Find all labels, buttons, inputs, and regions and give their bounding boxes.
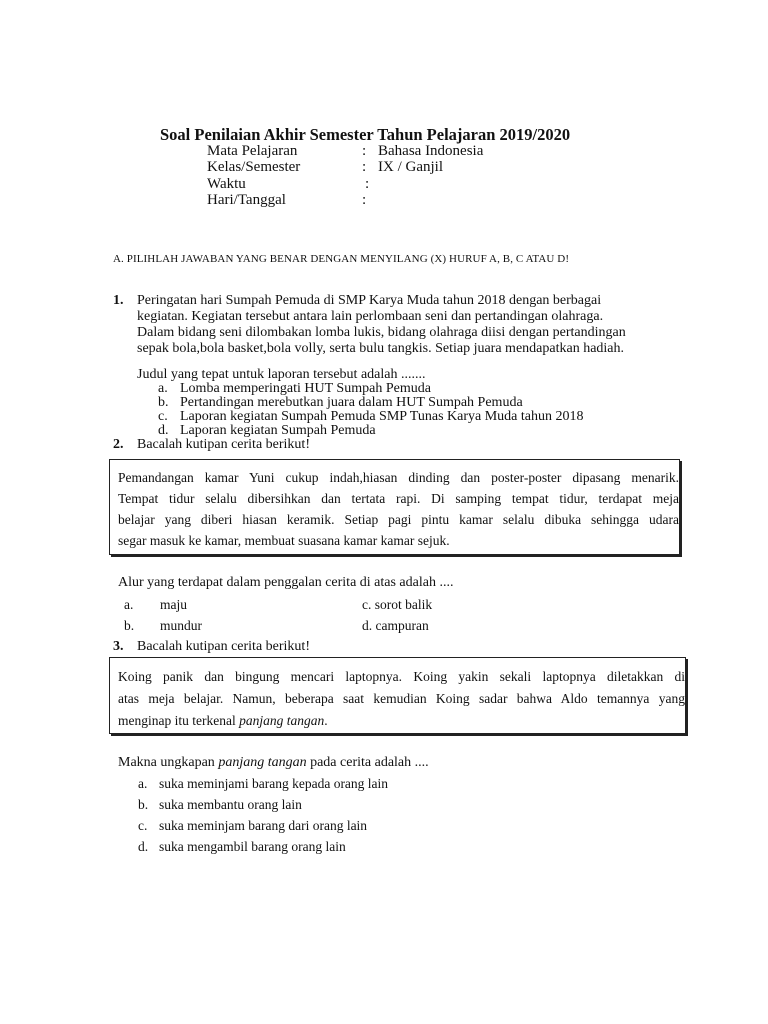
q1-option-a-text: Lomba memperingati HUT Sumpah Pemuda: [180, 381, 431, 396]
info-value-subject: Bahasa Indonesia: [378, 143, 484, 159]
q2-passage-line: Tempat tidur selalu dibersihkan dan tertata rapi. Di samping tempat tidur, terdapat meja: [118, 491, 679, 506]
q2-option-b-text: mundur: [160, 618, 202, 633]
q1-passage-line: sepak bola,bola basket,bola volly, serta bulu tangkis. Setiap juara mendapatkan hadiah.: [137, 341, 625, 356]
section-instruction: A. PILIHLAH JAWABAN YANG BENAR DENGAN MENYILANG (X) HURUF A, B, C ATAU D!: [113, 253, 570, 265]
q2-passage-line: belajar yang diberi hiasan keramik. Setiap pagi pintu kamar selalu dibuka sehingga udara: [118, 512, 679, 527]
q2-option-d-text[interactable]: d. campuran: [362, 618, 429, 633]
q2-option-a-text: maju: [160, 597, 187, 612]
q3-idiom-italic: panjang tangan: [239, 713, 325, 728]
q3-option-a-letter[interactable]: a.: [138, 776, 148, 791]
q2-question: Alur yang terdapat dalam penggalan cerita di atas adalah ....: [118, 575, 454, 590]
q3-option-c-letter[interactable]: c.: [138, 818, 148, 833]
q1-option-c-text: Laporan kegiatan Sumpah Pemuda SMP Tunas Karya Muda tahun 2018: [180, 409, 584, 424]
q3-passage-line: Koing panik dan bingung mencari laptopnya. Koing yakin sekali laptopnya diletakkan di: [118, 669, 685, 684]
q3-question: [118, 755, 429, 771]
q2-option-c-text[interactable]: c. sorot balik: [362, 597, 433, 612]
info-colon-date: :: [362, 192, 367, 208]
q3-option-d-text: suka mengambil barang orang lain: [159, 839, 346, 854]
q3-passage-period: .: [324, 713, 328, 728]
q3-prompt: Bacalah kutipan cerita berikut!: [137, 639, 310, 654]
q1-option-d-letter[interactable]: d.: [158, 423, 169, 438]
q3-question-prefix: Makna ungkapan: [118, 755, 219, 770]
q1-question: Judul yang tepat untuk laporan tersebut adalah .......: [137, 367, 426, 382]
q3-option-d-letter[interactable]: d.: [138, 839, 149, 854]
question-2-number: 2.: [113, 437, 124, 452]
q2-option-b-letter[interactable]: b.: [124, 618, 135, 633]
info-colon-class: :: [362, 159, 367, 175]
question-3-number: 3.: [113, 639, 124, 654]
q3-option-a-text: suka meminjami barang kepada orang lain: [159, 776, 389, 791]
q3-option-c-text: suka meminjam barang dari orang lain: [159, 818, 368, 833]
q2-passage-line: Pemandangan kamar Yuni cukup indah,hiasan dinding dan poster-poster dipasang menarik.: [118, 470, 679, 485]
info-value-class: IX / Ganjil: [378, 159, 443, 175]
info-colon-time: :: [365, 176, 370, 192]
page-title: Soal Penilaian Akhir Semester Tahun Pelajaran 2019/2020: [160, 125, 571, 144]
q3-passage-line: atas meja belajar. Namun, beberapa saat kemudian Koing sadar bahwa Aldo temannya yang: [118, 691, 685, 706]
q3-option-b-letter[interactable]: b.: [138, 797, 149, 812]
info-label-time: Waktu: [207, 176, 246, 192]
q1-passage-line: Peringatan hari Sumpah Pemuda di SMP Karya Muda tahun 2018 dengan berbagai: [137, 293, 602, 308]
info-colon-subject: :: [362, 143, 367, 159]
q1-option-a-letter[interactable]: a.: [158, 381, 168, 396]
q1-option-b-text: Pertandingan merebutkan juara dalam HUT Sumpah Pemuda: [180, 395, 523, 410]
q3-question-idiom: panjang tangan: [218, 755, 307, 770]
q3-question-suffix: pada cerita adalah ....: [306, 755, 429, 770]
q3-passage-line-last: [118, 713, 328, 729]
info-label-date: Hari/Tanggal: [207, 192, 286, 208]
q1-passage-line: kegiatan. Kegiatan tersebut antara lain perlombaan seni dan pertandingan olahraga.: [137, 309, 604, 324]
q1-option-b-letter[interactable]: b.: [158, 395, 169, 410]
q1-passage-line: Dalam bidang seni dilombakan lomba lukis, bidang olahraga diisi dengan pertandingan: [137, 325, 626, 340]
q3-option-b-text: suka membantu orang lain: [159, 797, 302, 812]
q3-passage-text: menginap itu terkenal: [118, 713, 240, 728]
q2-option-a-letter[interactable]: a.: [124, 597, 134, 612]
q3-passage-box: [109, 657, 686, 734]
q1-option-d-text: Laporan kegiatan Sumpah Pemuda: [180, 423, 376, 438]
question-1-number: 1.: [113, 293, 124, 308]
q1-option-c-letter[interactable]: c.: [158, 409, 168, 424]
q2-passage-box: [109, 459, 680, 555]
q2-passage-line: segar masuk ke kamar, membuat suasana kamar kamar sejuk.: [118, 533, 450, 548]
info-label-class: Kelas/Semester: [207, 159, 301, 175]
info-label-subject: Mata Pelajaran: [207, 143, 298, 159]
q2-prompt: Bacalah kutipan cerita berikut!: [137, 437, 310, 452]
